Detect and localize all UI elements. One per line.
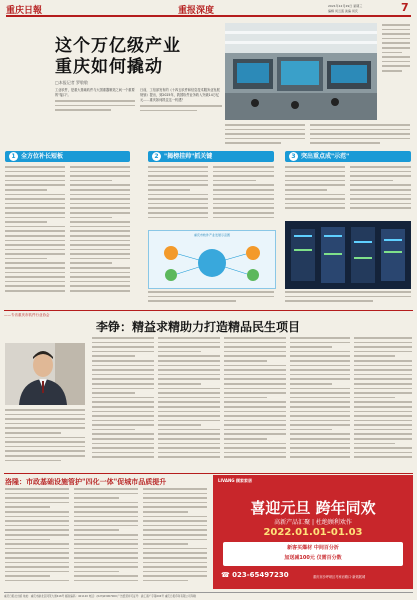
ad-headline: 喜迎元旦 跨年同欢 — [250, 499, 376, 517]
editor-credit: 编辑 何云莲 美编 何庆 — [328, 9, 358, 13]
interviewee-portrait — [5, 343, 85, 405]
masthead — [6, 3, 411, 17]
bottom-story-headline: 洛隆：市政基础设施管护"四化一体"促城市品质提升 — [5, 477, 167, 486]
interview-column-3 — [224, 337, 286, 469]
interview-headline: 李铮：精益求精助力打造精品民生项目 — [96, 320, 301, 334]
section-title: 重报深度 — [178, 6, 215, 16]
ad-promo-1: 新客买爆材 中间百分折 — [287, 545, 339, 551]
section-number-1: 1 — [9, 152, 18, 161]
factory-photo — [225, 23, 377, 120]
section-2-column-b — [213, 166, 274, 226]
interview-intro-column — [5, 409, 85, 471]
section-1-column-b — [70, 166, 130, 302]
section-3-column-b — [350, 166, 411, 218]
infographic-box — [148, 230, 276, 289]
section-divider — [4, 310, 413, 311]
headline-line-1: 这个万亿级产业 — [55, 36, 181, 56]
ad-promo-box — [223, 542, 403, 566]
lead-column-1 — [55, 88, 135, 114]
lead-column-2 — [140, 88, 222, 114]
ad-promo-2: 加送减100元 仅需百分数 — [284, 555, 342, 561]
bottom-column-3 — [143, 488, 207, 590]
server-room-photo — [285, 221, 411, 289]
section-banner-3 — [285, 151, 411, 162]
ad-phone-number: 023-65497230 — [232, 571, 289, 579]
section-2-column-c — [148, 291, 274, 307]
section-number-3: 3 — [289, 152, 298, 161]
intro-column-a — [225, 124, 305, 152]
interview-column-2 — [158, 337, 220, 469]
section-banner-2 — [148, 151, 274, 162]
ad-address: 重庆市沙坪坝区马家岩路口·新郊展城 — [313, 575, 366, 579]
section-banner-1 — [5, 151, 130, 162]
page-footer: 重庆日报社出版 地址：重庆市渝北区同茂大道416号 邮政编码：401120 电话：(023)63907000 广告经营许可证号：渝工商广字第004号 重庆日报印务有限公司印刷 — [4, 592, 413, 598]
byline: □本报记者 罗敬敬 — [55, 80, 89, 85]
section-number-2: 2 — [152, 152, 161, 161]
ad-dates: 2022.01.01-01.03 — [263, 527, 363, 538]
interview-tag: ——专访重庆市软件行业协会 — [4, 313, 50, 317]
lead-paragraph-1: 工业软件，是重大基础软件与大国重器制造之间一个重要的"接口"。 — [55, 88, 135, 97]
section-3-column-c — [285, 291, 411, 307]
section-title-3: 突出重点成"示范" — [301, 153, 350, 160]
bottom-column-1 — [5, 488, 69, 590]
headline-line-2: 重庆如何撬动 — [55, 57, 163, 77]
ad-phone — [221, 571, 289, 579]
section-2-column-a — [148, 166, 208, 226]
interview-column-4 — [290, 337, 350, 469]
advertisement[interactable] — [213, 475, 413, 589]
newspaper-logo: 重庆日報 — [6, 6, 43, 16]
issue-date: 2021年12月29日 星期三 — [328, 4, 363, 8]
interview-column-1 — [92, 337, 154, 469]
infographic-caption: 重庆市软件产业发展示意图 — [193, 233, 230, 237]
main-headline — [55, 36, 181, 78]
intro-column-b — [310, 124, 410, 152]
phone-icon: ☎ — [221, 571, 233, 579]
section-title-2: "揭榜挂帅"抓关键 — [164, 153, 213, 160]
section-3-column-a — [285, 166, 345, 218]
section-title-1: 全方位补长短板 — [21, 153, 64, 160]
interview-column-5 — [354, 337, 412, 469]
page-number: 7 — [401, 1, 409, 14]
infographic-diagram — [149, 237, 275, 285]
ad-subheadline: 高新产品汇聚 | 杜绝顾利欢作 — [274, 519, 352, 526]
bottom-column-2 — [74, 488, 138, 590]
section-1-column-a — [5, 166, 65, 302]
bottom-divider — [4, 473, 413, 474]
ad-brand: LIVANG 顾家家居 — [218, 478, 252, 483]
lead-paragraph-2: 日前，工信部发布的《十四五软件和信息技术服务业发展规划》提出，到2025年，我国软件业务收入突破14万亿元……重庆如何抓住这一机遇？ — [140, 88, 220, 102]
photo-sidebar-text — [382, 24, 410, 120]
